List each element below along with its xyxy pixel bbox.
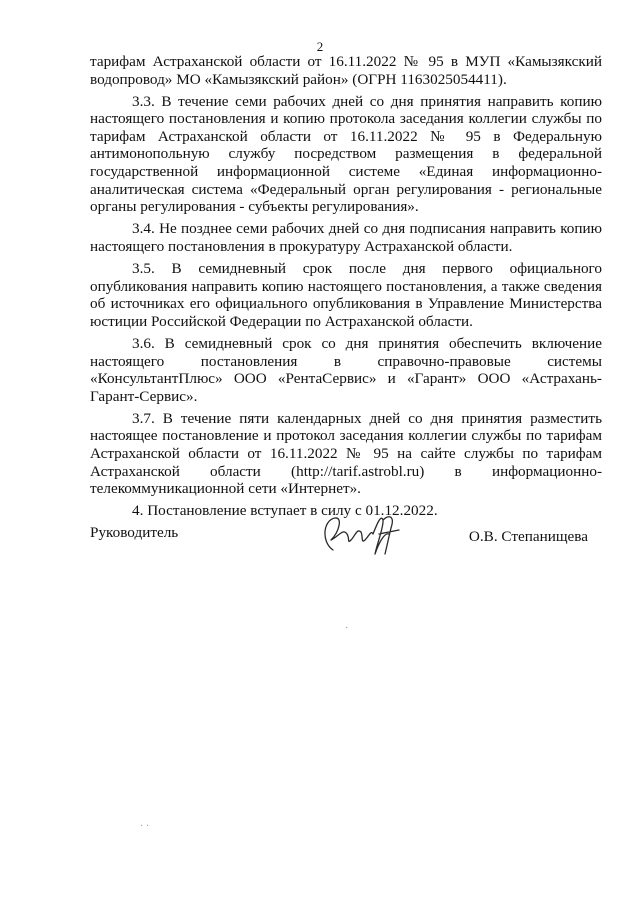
- paragraph-3-6: 3.6. В семидневный срок со дня принятия обеспечить включение настоящего постановления в справочно-правовые системы «КонсультантПлюс» ООО «РентаСервис» и «Гарант» ООО «Астрахань-Гарант-Сервис».: [90, 334, 602, 405]
- paragraph-3-3: 3.3. В течение семи рабочих дней со дня принятия направить копию настоящего постановления и копию протокола заседания коллегии службы по тарифам Астраханской области от 16.11.2022 № 95 в Федеральную антимонопольную службу посредством размещения в федеральной государственной информационной системе «Единая информационно-аналитическая система «Федеральный орган регулирования - региональные органы регулирования - субъекты регулирования».: [90, 92, 602, 216]
- document-body: [90, 53, 602, 524]
- signatory-name: О.В. Степанищева: [468, 528, 588, 545]
- paragraph-continuation: тарифам Астраханской области от 16.11.2022 № 95 в МУП «Камызякский водопровод» МО «Камызякский район» (ОГРН 1163025054411).: [90, 53, 602, 88]
- scan-speck: · ·: [140, 821, 150, 832]
- paragraph-3-4: 3.4. Не позднее семи рабочих дней со дня подписания направить копию настоящего постановления в прокуратуру Астраханской области.: [90, 220, 602, 255]
- scan-speck: ·: [345, 623, 349, 634]
- paragraph-3-7: 3.7. В течение пяти календарных дней со дня принятия разместить настоящее постановление и протокол заседания коллегии службы по тарифам Астраханской области от 16.11.2022 № 95 на сайте службы по тарифам Астраханской области (http://tarif.astrobl.ru) в информационно-телекоммуникационной сети «Интернет».: [90, 409, 602, 498]
- handwritten-signature: [317, 510, 413, 566]
- signatory-role: Руководитель: [90, 524, 179, 541]
- signature-block: [90, 524, 602, 564]
- page-number: 2: [316, 39, 324, 54]
- paragraph-4: 4. Постановление вступает в силу с 01.12.2022.: [132, 502, 438, 520]
- paragraph-3-5: 3.5. В семидневный срок после дня первого официального опубликования направить копию настоящего постановления, а также сведения об источниках его официального опубликования в Управление Министерства юстиции Российской Федерации по Астраханской области.: [90, 260, 602, 330]
